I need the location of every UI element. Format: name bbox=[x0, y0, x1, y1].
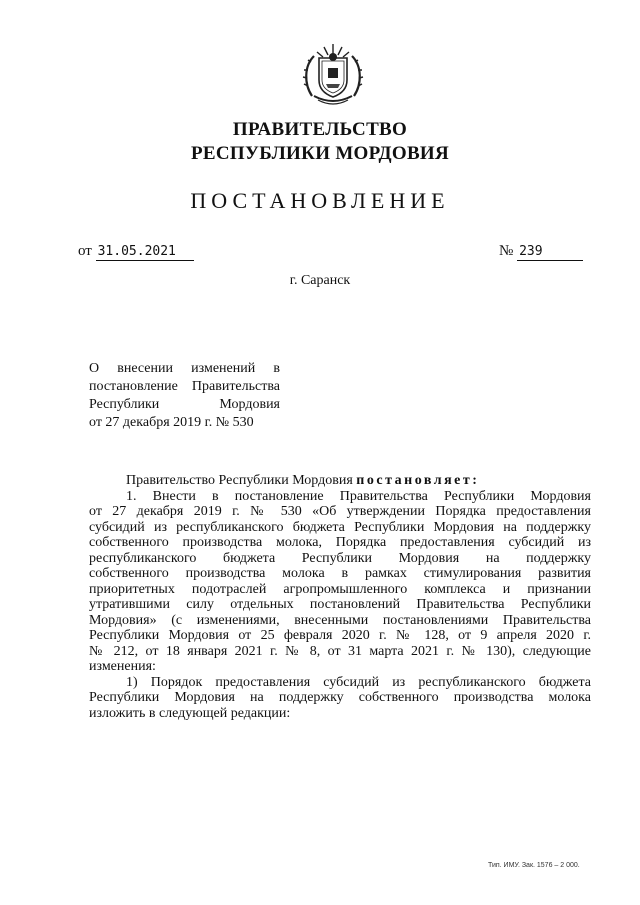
intro-line bbox=[89, 473, 591, 489]
intro-verb: постановляет: bbox=[356, 473, 480, 488]
body-line: собственного производства молока, Порядка предоставления субсидий из bbox=[89, 535, 591, 550]
document-type-heading: ПОСТАНОВЛЕНИЕ bbox=[190, 188, 450, 213]
body-line: Мордовия» (с изменениями, внесенными постановлениями Правительства bbox=[89, 612, 591, 628]
subject-line: от 27 декабря 2019 г. № 530 bbox=[89, 415, 254, 430]
body-line: Республики Мордовия на поддержку собственного производства молока bbox=[89, 690, 591, 705]
date-value: 31.05.2021 bbox=[96, 244, 194, 261]
print-mark: Тип. ИМУ. Зак. 1576 – 2 000. bbox=[488, 862, 580, 869]
body-line: субсидий из республиканского бюджета Республики Мордовия на поддержку bbox=[89, 519, 591, 535]
org-name-line2: РЕСПУБЛИКИ МОРДОВИЯ bbox=[190, 143, 450, 164]
body-text bbox=[89, 473, 591, 721]
body-line: изложить в следующей редакции: bbox=[89, 705, 291, 721]
body-line: изменения: bbox=[89, 659, 156, 674]
body-line: республиканского бюджета Республики Мордовия на поддержку bbox=[89, 550, 591, 566]
date-prefix: от bbox=[78, 243, 92, 259]
body-line: № 212, от 18 января 2021 г. № 8, от 31 марта 2021 г. № 130), следующие bbox=[89, 643, 591, 659]
subject-line: постановление Правительства bbox=[89, 379, 280, 394]
city-label: г. Саранск bbox=[289, 273, 351, 288]
number-field bbox=[499, 243, 583, 261]
body-line: приоритетных подотраслей агропромышленного комплекса и признании bbox=[89, 581, 591, 597]
subject-block bbox=[89, 360, 280, 432]
body-line: от 27 декабря 2019 г. № 530 «Об утверждении Порядка предоставления bbox=[89, 504, 591, 519]
body-line: утратившими силу отдельных постановлений Правительства Республики bbox=[89, 597, 591, 612]
number-value: 239 bbox=[517, 244, 583, 261]
body-line: 1. Внести в постановление Правительства Республики Мордовия bbox=[126, 488, 591, 504]
body-line: собственного производства молока в рамках стимулирования развития bbox=[89, 566, 591, 581]
subject-line: Республики Мордовия bbox=[89, 397, 280, 412]
intro-lead: Правительство Республики Мордовия bbox=[126, 473, 357, 488]
body-line: 1) Порядок предоставления субсидий из республиканского бюджета bbox=[126, 674, 591, 690]
coat-of-arms-emblem bbox=[302, 40, 364, 110]
subject-line: О внесении изменений в bbox=[89, 361, 280, 376]
org-name-line1: ПРАВИТЕЛЬСТВО bbox=[232, 119, 408, 140]
number-prefix: № bbox=[499, 243, 514, 259]
date-field bbox=[78, 243, 194, 261]
body-line: Республики Мордовия от 25 февраля 2020 г. № 128, от 9 апреля 2020 г. bbox=[89, 628, 591, 643]
